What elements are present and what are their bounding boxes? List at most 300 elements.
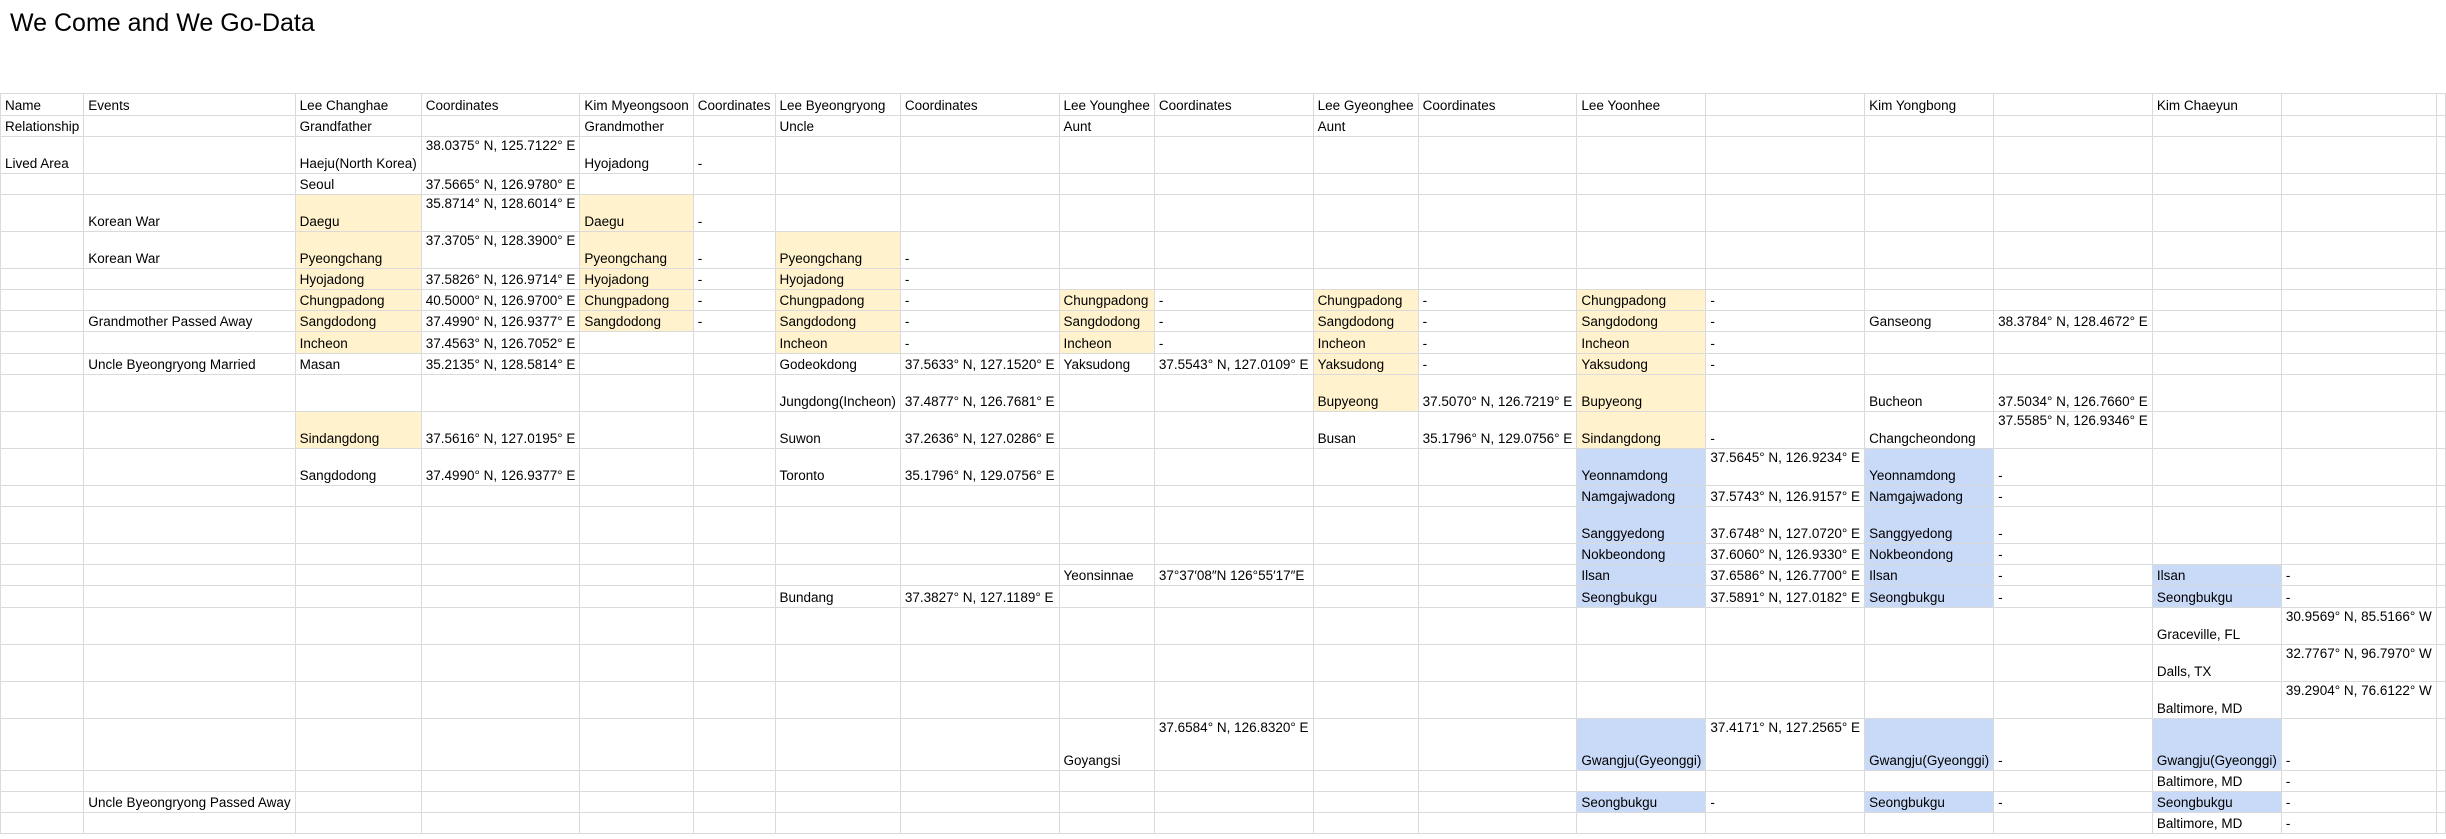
table-cell[interactable]: - <box>693 137 775 174</box>
table-cell[interactable] <box>1706 232 1865 269</box>
table-cell[interactable] <box>1577 232 1706 269</box>
table-cell[interactable]: Yeonnamdong <box>1865 449 1994 486</box>
table-cell[interactable]: Sangdodong <box>1577 311 1706 332</box>
table-cell[interactable]: Lee Byeongryong <box>775 94 900 116</box>
table-cell[interactable] <box>775 719 900 771</box>
table-cell[interactable]: Gwangju(Gyeonggi) <box>1865 719 1994 771</box>
table-cell[interactable] <box>1865 174 1994 195</box>
table-cell[interactable] <box>295 375 421 412</box>
table-cell[interactable] <box>693 507 775 544</box>
table-cell[interactable]: 37.4990° N, 126.9377° E <box>421 449 580 486</box>
table-cell[interactable] <box>1994 232 2153 269</box>
table-cell[interactable] <box>295 645 421 682</box>
table-cell[interactable]: 37.2636° N, 127.0286° E <box>900 412 1059 449</box>
table-cell[interactable] <box>580 813 693 834</box>
table-cell[interactable] <box>1 412 84 449</box>
table-cell[interactable]: - <box>1418 354 1577 375</box>
table-cell[interactable] <box>580 486 693 507</box>
table-cell[interactable] <box>1154 608 1313 645</box>
table-cell[interactable] <box>295 771 421 792</box>
table-cell[interactable]: 37.6586° N, 126.7700° E <box>1706 565 1865 586</box>
table-cell[interactable]: - <box>900 232 1059 269</box>
table-cell[interactable]: 37.5070° N, 126.7219° E <box>1418 375 1577 412</box>
table-cell[interactable] <box>84 771 295 792</box>
table-cell[interactable] <box>1865 195 1994 232</box>
table-cell[interactable] <box>2152 544 2281 565</box>
table-cell[interactable]: Lived Area <box>1 137 84 174</box>
table-cell[interactable]: - <box>693 311 775 332</box>
table-cell[interactable] <box>421 565 580 586</box>
table-cell[interactable]: - <box>1154 332 1313 354</box>
table-cell[interactable] <box>2436 544 2445 565</box>
table-cell[interactable]: - <box>1994 792 2153 813</box>
table-cell[interactable] <box>900 565 1059 586</box>
table-cell[interactable] <box>84 290 295 311</box>
table-cell[interactable] <box>1994 116 2153 137</box>
table-cell[interactable] <box>1 719 84 771</box>
table-cell[interactable]: Godeokdong <box>775 354 900 375</box>
table-cell[interactable]: Yeonnamdong <box>1577 449 1706 486</box>
table-cell[interactable] <box>775 486 900 507</box>
table-cell[interactable] <box>1 354 84 375</box>
table-cell[interactable] <box>2436 412 2445 449</box>
table-cell[interactable] <box>775 645 900 682</box>
table-cell[interactable]: 38.3784° N, 128.4672° E <box>1994 311 2153 332</box>
table-cell[interactable]: Seoul <box>295 174 421 195</box>
table-cell[interactable] <box>2436 449 2445 486</box>
table-cell[interactable]: Graceville, FL <box>2152 608 2281 645</box>
table-cell[interactable] <box>1994 682 2153 719</box>
table-cell[interactable]: 37.6584° N, 126.8320° E <box>1154 719 1313 771</box>
table-cell[interactable] <box>1313 586 1418 608</box>
table-cell[interactable] <box>2152 116 2281 137</box>
table-cell[interactable] <box>1154 792 1313 813</box>
table-cell[interactable] <box>1994 645 2153 682</box>
table-cell[interactable] <box>2436 354 2445 375</box>
table-cell[interactable] <box>84 116 295 137</box>
table-cell[interactable]: Changcheondong <box>1865 412 1994 449</box>
table-cell[interactable] <box>421 486 580 507</box>
table-cell[interactable] <box>421 719 580 771</box>
table-cell[interactable]: Hyojadong <box>295 269 421 290</box>
table-cell[interactable]: Lee Changhae <box>295 94 421 116</box>
table-cell[interactable] <box>1418 645 1577 682</box>
table-cell[interactable] <box>1 682 84 719</box>
table-cell[interactable] <box>1154 544 1313 565</box>
table-cell[interactable] <box>1706 771 1865 792</box>
table-cell[interactable] <box>84 608 295 645</box>
table-cell[interactable] <box>1313 195 1418 232</box>
table-cell[interactable] <box>84 682 295 719</box>
table-cell[interactable] <box>421 682 580 719</box>
table-cell[interactable] <box>580 174 693 195</box>
table-cell[interactable] <box>693 792 775 813</box>
table-cell[interactable]: - <box>1994 719 2153 771</box>
table-cell[interactable] <box>1418 269 1577 290</box>
table-cell[interactable] <box>84 332 295 354</box>
table-cell[interactable]: Jungdong(Incheon) <box>775 375 900 412</box>
table-cell[interactable] <box>775 195 900 232</box>
table-cell[interactable] <box>2436 94 2445 116</box>
table-cell[interactable]: - <box>1418 332 1577 354</box>
table-cell[interactable] <box>1865 771 1994 792</box>
table-cell[interactable] <box>2436 771 2445 792</box>
table-cell[interactable] <box>1994 771 2153 792</box>
table-cell[interactable] <box>693 449 775 486</box>
table-cell[interactable]: Sangdodong <box>1313 311 1418 332</box>
table-cell[interactable] <box>1 449 84 486</box>
table-cell[interactable] <box>1313 232 1418 269</box>
table-cell[interactable] <box>1577 813 1706 834</box>
table-cell[interactable] <box>2281 486 2436 507</box>
table-cell[interactable] <box>900 544 1059 565</box>
table-cell[interactable]: - <box>2281 719 2436 771</box>
table-cell[interactable]: 37.5543° N, 127.0109° E <box>1154 354 1313 375</box>
table-cell[interactable]: - <box>2281 771 2436 792</box>
table-cell[interactable]: Bucheon <box>1865 375 1994 412</box>
table-cell[interactable]: Coordinates <box>1418 94 1577 116</box>
table-cell[interactable] <box>2281 332 2436 354</box>
table-cell[interactable]: - <box>1706 290 1865 311</box>
table-cell[interactable]: Seongbukgu <box>2152 792 2281 813</box>
table-cell[interactable] <box>580 332 693 354</box>
table-cell[interactable]: - <box>2281 586 2436 608</box>
table-cell[interactable]: 37.4171° N, 127.2565° E <box>1706 719 1865 771</box>
table-cell[interactable]: 37.4563° N, 126.7052° E <box>421 332 580 354</box>
table-cell[interactable] <box>2152 311 2281 332</box>
table-cell[interactable] <box>2436 269 2445 290</box>
table-cell[interactable] <box>2152 232 2281 269</box>
table-cell[interactable]: Gwangju(Gyeonggi) <box>1577 719 1706 771</box>
table-cell[interactable] <box>2152 332 2281 354</box>
table-cell[interactable] <box>2152 174 2281 195</box>
table-cell[interactable] <box>1994 269 2153 290</box>
data-table[interactable] <box>0 93 2446 834</box>
table-cell[interactable]: 37.5891° N, 127.0182° E <box>1706 586 1865 608</box>
table-cell[interactable] <box>2281 195 2436 232</box>
table-cell[interactable]: Grandmother <box>580 116 693 137</box>
table-cell[interactable] <box>2281 544 2436 565</box>
table-cell[interactable] <box>84 269 295 290</box>
table-cell[interactable] <box>1059 544 1154 565</box>
table-cell[interactable] <box>295 486 421 507</box>
table-cell[interactable] <box>1865 137 1994 174</box>
table-cell[interactable]: Coordinates <box>900 94 1059 116</box>
table-cell[interactable]: Hyojadong <box>775 269 900 290</box>
table-cell[interactable] <box>900 608 1059 645</box>
table-cell[interactable]: Haeju(North Korea) <box>295 137 421 174</box>
table-cell[interactable] <box>1994 195 2153 232</box>
table-cell[interactable] <box>1865 608 1994 645</box>
table-cell[interactable] <box>1418 813 1577 834</box>
table-cell[interactable]: - <box>900 311 1059 332</box>
table-cell[interactable] <box>1418 195 1577 232</box>
spreadsheet-grid[interactable] <box>0 93 2446 834</box>
table-cell[interactable] <box>84 586 295 608</box>
table-cell[interactable]: Busan <box>1313 412 1418 449</box>
table-cell[interactable] <box>1313 449 1418 486</box>
table-cell[interactable] <box>1577 174 1706 195</box>
table-cell[interactable]: - <box>693 269 775 290</box>
table-cell[interactable]: Daegu <box>295 195 421 232</box>
table-cell[interactable] <box>295 586 421 608</box>
table-cell[interactable]: Kim Myeongsoon <box>580 94 693 116</box>
table-cell[interactable] <box>1 195 84 232</box>
table-cell[interactable] <box>775 813 900 834</box>
table-cell[interactable] <box>900 116 1059 137</box>
table-cell[interactable] <box>1 486 84 507</box>
table-cell[interactable] <box>1418 486 1577 507</box>
table-cell[interactable] <box>1059 195 1154 232</box>
table-cell[interactable] <box>1418 116 1577 137</box>
table-cell[interactable] <box>1154 771 1313 792</box>
table-cell[interactable] <box>1706 174 1865 195</box>
table-cell[interactable] <box>1 290 84 311</box>
table-cell[interactable] <box>2281 94 2436 116</box>
table-cell[interactable] <box>1 813 84 834</box>
table-cell[interactable] <box>1418 507 1577 544</box>
table-cell[interactable] <box>693 771 775 792</box>
table-cell[interactable]: - <box>2281 792 2436 813</box>
table-cell[interactable] <box>693 719 775 771</box>
table-cell[interactable] <box>2281 269 2436 290</box>
table-cell[interactable]: Masan <box>295 354 421 375</box>
table-cell[interactable] <box>2152 486 2281 507</box>
table-cell[interactable]: Lee Gyeonghee <box>1313 94 1418 116</box>
table-cell[interactable] <box>900 137 1059 174</box>
table-cell[interactable]: 30.9569° N, 85.5166° W <box>2281 608 2436 645</box>
table-cell[interactable] <box>1313 507 1418 544</box>
table-cell[interactable] <box>295 792 421 813</box>
table-cell[interactable] <box>693 412 775 449</box>
table-cell[interactable] <box>1418 792 1577 813</box>
table-cell[interactable] <box>2436 375 2445 412</box>
table-cell[interactable] <box>580 375 693 412</box>
table-cell[interactable] <box>775 608 900 645</box>
table-cell[interactable] <box>2436 195 2445 232</box>
table-cell[interactable] <box>2436 137 2445 174</box>
table-cell[interactable] <box>1994 354 2153 375</box>
table-cell[interactable]: Uncle <box>775 116 900 137</box>
table-cell[interactable]: Sanggyedong <box>1865 507 1994 544</box>
table-cell[interactable]: - <box>1994 486 2153 507</box>
table-cell[interactable] <box>580 412 693 449</box>
table-cell[interactable] <box>580 586 693 608</box>
table-cell[interactable] <box>2152 137 2281 174</box>
table-cell[interactable] <box>900 719 1059 771</box>
table-cell[interactable]: Bupyeong <box>1313 375 1418 412</box>
table-cell[interactable]: - <box>1154 311 1313 332</box>
table-cell[interactable] <box>1059 412 1154 449</box>
table-cell[interactable]: Grandfather <box>295 116 421 137</box>
table-cell[interactable] <box>693 586 775 608</box>
table-cell[interactable] <box>2436 719 2445 771</box>
table-cell[interactable] <box>421 116 580 137</box>
table-cell[interactable] <box>84 412 295 449</box>
table-cell[interactable] <box>1313 771 1418 792</box>
table-cell[interactable] <box>580 354 693 375</box>
table-cell[interactable] <box>2152 290 2281 311</box>
table-cell[interactable]: Baltimore, MD <box>2152 771 2281 792</box>
table-cell[interactable] <box>2436 813 2445 834</box>
table-cell[interactable]: 37.5665° N, 126.9780° E <box>421 174 580 195</box>
table-cell[interactable]: Bupyeong <box>1577 375 1706 412</box>
table-cell[interactable] <box>84 174 295 195</box>
table-cell[interactable] <box>421 544 580 565</box>
table-cell[interactable] <box>295 544 421 565</box>
table-cell[interactable] <box>2281 375 2436 412</box>
table-cell[interactable]: Uncle Byeongryong Married <box>84 354 295 375</box>
table-cell[interactable] <box>1 565 84 586</box>
table-cell[interactable] <box>900 507 1059 544</box>
table-cell[interactable]: - <box>900 269 1059 290</box>
table-cell[interactable]: Nokbeondong <box>1865 544 1994 565</box>
table-cell[interactable]: Namgajwadong <box>1577 486 1706 507</box>
table-cell[interactable] <box>580 507 693 544</box>
table-cell[interactable] <box>900 174 1059 195</box>
table-cell[interactable] <box>2436 232 2445 269</box>
table-cell[interactable] <box>1 792 84 813</box>
table-cell[interactable] <box>1154 682 1313 719</box>
table-cell[interactable]: 40.5000° N, 126.9700° E <box>421 290 580 311</box>
table-cell[interactable] <box>1577 269 1706 290</box>
table-cell[interactable] <box>2281 507 2436 544</box>
table-cell[interactable] <box>1994 813 2153 834</box>
table-cell[interactable]: Nokbeondong <box>1577 544 1706 565</box>
table-cell[interactable]: - <box>1994 507 2153 544</box>
table-cell[interactable] <box>1154 412 1313 449</box>
table-cell[interactable] <box>900 682 1059 719</box>
table-cell[interactable] <box>1059 137 1154 174</box>
table-cell[interactable] <box>2152 412 2281 449</box>
table-cell[interactable] <box>2436 645 2445 682</box>
table-cell[interactable] <box>1994 94 2153 116</box>
table-cell[interactable]: Sangdodong <box>1059 311 1154 332</box>
table-cell[interactable]: Seongbukgu <box>1865 586 1994 608</box>
table-cell[interactable]: Events <box>84 94 295 116</box>
table-cell[interactable] <box>1154 116 1313 137</box>
table-cell[interactable] <box>1 311 84 332</box>
table-cell[interactable] <box>1059 682 1154 719</box>
table-cell[interactable] <box>421 608 580 645</box>
table-cell[interactable]: Grandmother Passed Away <box>84 311 295 332</box>
table-cell[interactable] <box>1706 116 1865 137</box>
table-cell[interactable] <box>421 507 580 544</box>
table-cell[interactable]: Suwon <box>775 412 900 449</box>
table-cell[interactable]: Aunt <box>1059 116 1154 137</box>
table-cell[interactable] <box>1313 544 1418 565</box>
table-cell[interactable]: 38.0375° N, 125.7122° E <box>421 137 580 174</box>
table-cell[interactable] <box>84 375 295 412</box>
table-cell[interactable] <box>2152 195 2281 232</box>
table-cell[interactable] <box>1059 232 1154 269</box>
table-cell[interactable] <box>1 608 84 645</box>
table-cell[interactable] <box>1418 608 1577 645</box>
table-cell[interactable]: Chungpadong <box>775 290 900 311</box>
table-cell[interactable] <box>1577 116 1706 137</box>
table-cell[interactable] <box>775 771 900 792</box>
table-cell[interactable]: Hyojadong <box>580 137 693 174</box>
table-cell[interactable] <box>2152 269 2281 290</box>
table-cell[interactable]: 35.1796° N, 129.0756° E <box>1418 412 1577 449</box>
table-cell[interactable] <box>1313 174 1418 195</box>
table-cell[interactable] <box>84 544 295 565</box>
table-cell[interactable] <box>2436 565 2445 586</box>
table-cell[interactable]: - <box>900 332 1059 354</box>
table-cell[interactable]: Goyangsi <box>1059 719 1154 771</box>
table-cell[interactable]: Pyeongchang <box>295 232 421 269</box>
table-cell[interactable]: Baltimore, MD <box>2152 813 2281 834</box>
table-cell[interactable] <box>1706 195 1865 232</box>
table-cell[interactable] <box>295 565 421 586</box>
table-cell[interactable]: 32.7767° N, 96.7970° W <box>2281 645 2436 682</box>
table-cell[interactable]: - <box>1706 354 1865 375</box>
table-cell[interactable] <box>1154 586 1313 608</box>
table-cell[interactable] <box>84 645 295 682</box>
table-cell[interactable] <box>1706 94 1865 116</box>
table-cell[interactable] <box>1059 507 1154 544</box>
table-cell[interactable] <box>1 507 84 544</box>
table-cell[interactable]: 35.2135° N, 128.5814° E <box>421 354 580 375</box>
table-cell[interactable] <box>421 771 580 792</box>
table-cell[interactable]: Name <box>1 94 84 116</box>
table-cell[interactable]: 35.1796° N, 129.0756° E <box>900 449 1059 486</box>
table-cell[interactable]: Coordinates <box>1154 94 1313 116</box>
table-cell[interactable]: Toronto <box>775 449 900 486</box>
table-cell[interactable] <box>295 507 421 544</box>
table-cell[interactable] <box>1059 792 1154 813</box>
table-cell[interactable] <box>693 565 775 586</box>
table-cell[interactable] <box>1 332 84 354</box>
table-cell[interactable]: Pyeongchang <box>775 232 900 269</box>
table-cell[interactable]: Chungpadong <box>1577 290 1706 311</box>
table-cell[interactable]: 37.5743° N, 126.9157° E <box>1706 486 1865 507</box>
table-cell[interactable] <box>900 195 1059 232</box>
table-cell[interactable] <box>1994 290 2153 311</box>
table-cell[interactable] <box>1313 269 1418 290</box>
table-cell[interactable] <box>1154 232 1313 269</box>
table-cell[interactable]: - <box>1418 311 1577 332</box>
table-cell[interactable]: Pyeongchang <box>580 232 693 269</box>
table-cell[interactable] <box>1706 608 1865 645</box>
table-cell[interactable] <box>1865 116 1994 137</box>
table-cell[interactable] <box>1059 375 1154 412</box>
table-cell[interactable] <box>1865 269 1994 290</box>
table-cell[interactable] <box>295 608 421 645</box>
table-cell[interactable]: Chungpadong <box>295 290 421 311</box>
table-cell[interactable] <box>1313 792 1418 813</box>
table-cell[interactable] <box>1154 645 1313 682</box>
table-cell[interactable] <box>1418 682 1577 719</box>
table-cell[interactable]: Korean War <box>84 232 295 269</box>
table-cell[interactable] <box>1418 771 1577 792</box>
table-cell[interactable] <box>775 544 900 565</box>
table-cell[interactable]: Bundang <box>775 586 900 608</box>
table-cell[interactable] <box>1059 449 1154 486</box>
table-cell[interactable]: Dalls, TX <box>2152 645 2281 682</box>
table-cell[interactable]: 37.5645° N, 126.9234° E <box>1706 449 1865 486</box>
table-cell[interactable]: Seongbukgu <box>1577 792 1706 813</box>
table-cell[interactable] <box>900 645 1059 682</box>
table-cell[interactable]: 37.5633° N, 127.1520° E <box>900 354 1059 375</box>
table-cell[interactable] <box>1313 137 1418 174</box>
table-cell[interactable] <box>775 174 900 195</box>
table-cell[interactable] <box>84 449 295 486</box>
table-cell[interactable]: Yaksudong <box>1577 354 1706 375</box>
table-cell[interactable] <box>693 354 775 375</box>
table-cell[interactable] <box>295 813 421 834</box>
table-cell[interactable]: Relationship <box>1 116 84 137</box>
